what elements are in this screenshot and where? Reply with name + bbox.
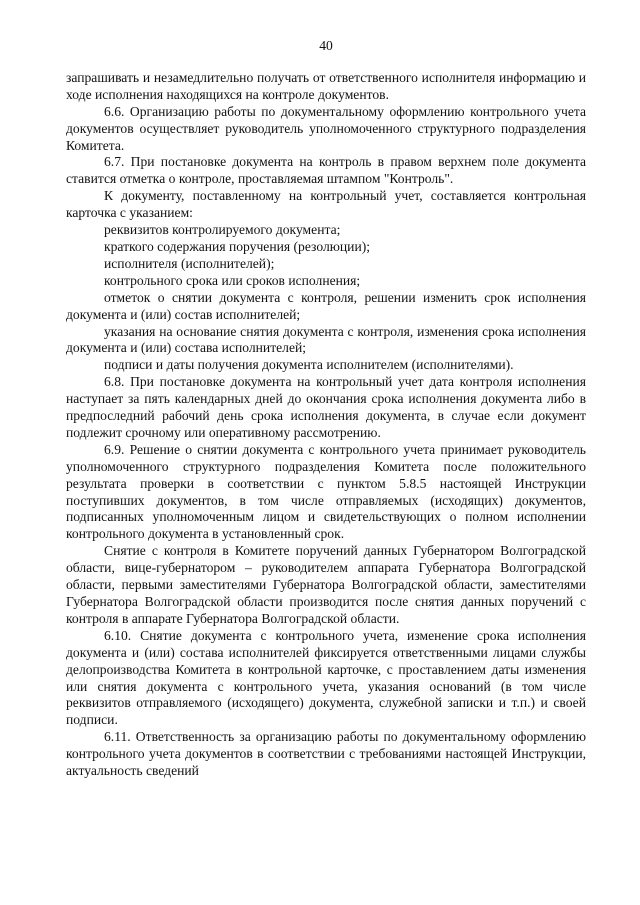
document-page <box>66 38 586 780</box>
list-item: исполнителя (исполнителей); <box>104 255 275 271</box>
paragraph-control-card: К документу, поставленному на контрольный учет, составляется контрольная карточка с указанием: <box>66 188 586 221</box>
paragraph-6-6: 6.6. Организацию работы по документальному оформлению контрольного учета документов осуществляет руководитель уполномоченного структурного подразделения Комитета. <box>66 103 586 153</box>
list-item: контрольного срока или сроков исполнения; <box>104 272 361 288</box>
list-item: реквизитов контролируемого документа; <box>104 222 341 238</box>
page-number: 40 <box>319 38 333 53</box>
paragraph-6-11: 6.11. Ответственность за организацию работы по документальному оформлению контрольного учета документов в соответствии с требованиями настоящей Инструкции, актуальность сведений <box>66 729 586 779</box>
list-item: краткого содержания поручения (резолюции); <box>104 238 371 254</box>
paragraph-continuation: запрашивать и незамедлительно получать от ответственного исполнителя информацию и ходе исполнения находящихся на контроле документов. <box>66 69 586 102</box>
list-item: отметок о снятии документа с контроля, решении изменить срок исполнения документа и (или) состав исполнителей; <box>66 289 586 322</box>
paragraph-6-7: 6.7. При постановке документа на контроль в правом верхнем поле документа ставится отметка о контроле, проставляемая штампом "Контроль". <box>66 154 586 187</box>
paragraph-6-10: 6.10. Снятие документа с контрольного учета, изменение срока исполнения документа и (или) состава исполнителей фиксируется ответственными лицами службы делопроизводства Комитета в контрольной карточке, с проставлением даты изменения или снятия документа с контрольного учета, указания оснований (в том числе реквизитов отправляемого (исходящего) документа, служебной записки и т.п.) и своей подписи. <box>66 627 586 728</box>
list-item: указания на основание снятия документа с контроля, изменения срока исполнения документа и (или) состава исполнителей; <box>66 323 586 356</box>
paragraph-6-9: 6.9. Решение о снятии документа с контрольного учета принимает руководитель уполномоченного структурного подразделения Комитета после положительного результата проверки в соответствии с пунктом 5.8.5 настоящей Инструкции поступивших документов, в том числе отправляемых (исходящих) документов, подписанных уполномоченным лицом и свидетельствующих о полном исполнении контрольного документа в установленный срок. <box>66 441 586 542</box>
paragraph-6-8: 6.8. При постановке документа на контрольный учет дата контроля исполнения наступает за пять календарных дней до окончания срока исполнения документа либо в предпоследний рабочий день срока исполнения документа, в случае если документ подлежит срочному или оперативному рассмотрению. <box>66 374 586 440</box>
list-item: подписи и даты получения документа исполнителем (исполнителями). <box>104 357 514 373</box>
paragraph-governor-orders: Снятие с контроля в Комитете поручений данных Губернатором Волгоградской области, вице-губернатором – руководителем аппарата Губернатора Волгоградской области, первыми заместителями Губернатора Волгоградской области, заместителями Губернатора Волгоградской области производится после снятия данных поручений с контроля в аппарате Губернатора Волгоградской области. <box>66 543 586 626</box>
